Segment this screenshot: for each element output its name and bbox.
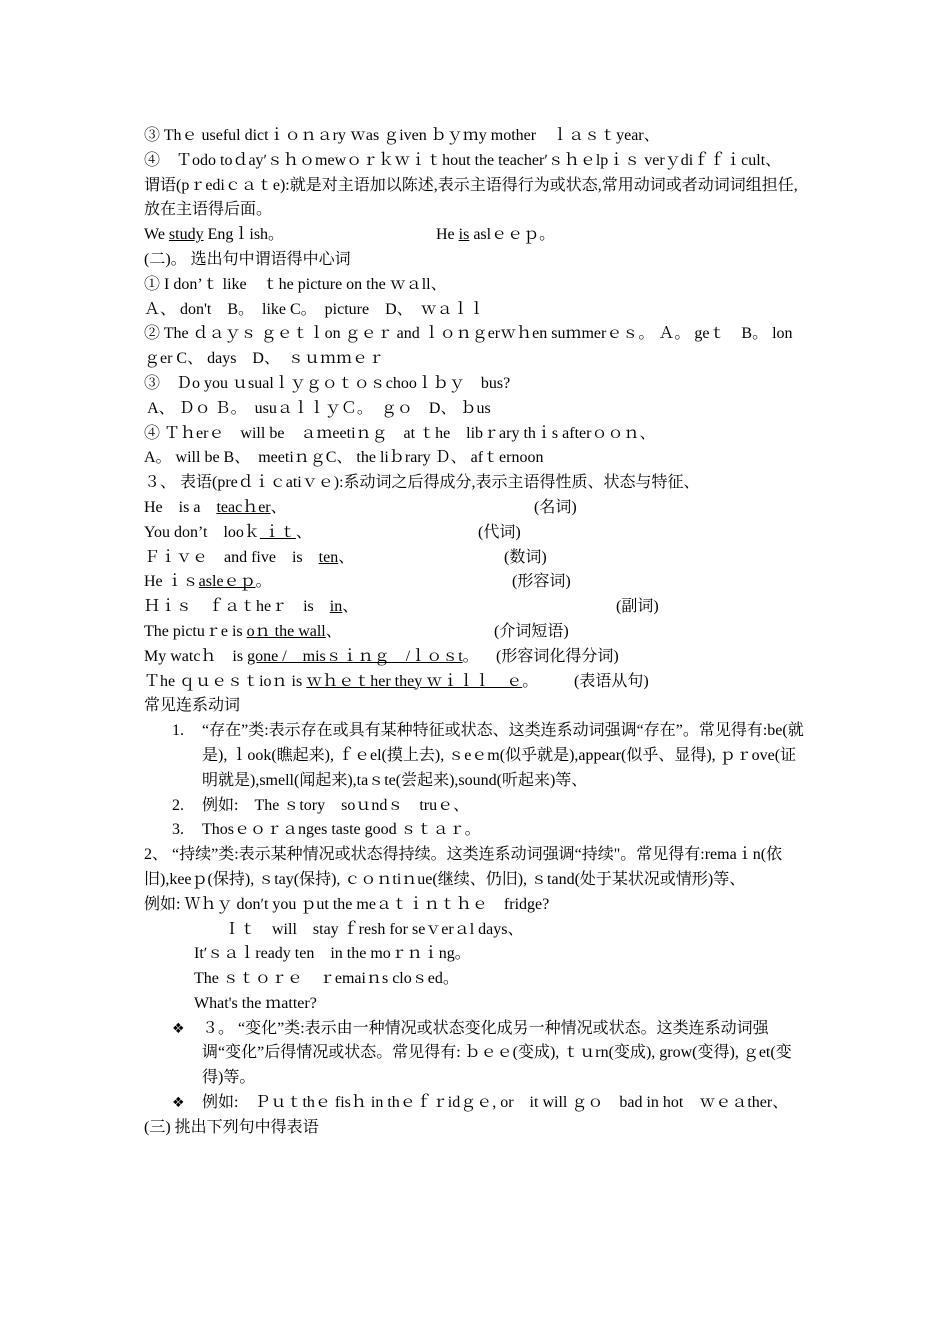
category-note: (代词) (478, 523, 521, 541)
category-note: (副词) (616, 598, 659, 616)
predicative-example-participle: My watcｈ is gone / misｓｉｎｇ /ｌｏｓt。 (形容词化得分词) (144, 645, 806, 670)
bullet-item: ❖ 例如: Ｐｕｔthｅ fisｈ in thｅｆｒidｇｅ, or it will ｇｏ bad in hot ｗｅａther、 (144, 1091, 806, 1116)
linking-verbs-heading: 常见连系动词 (144, 697, 241, 715)
predicative-example-adverb: Ｈｉｓ ｆａｔheｒ is in、 (副词) (144, 595, 806, 620)
section-heading-3: (三) 挑出下列句中得表语 (144, 1118, 319, 1136)
question-3-options: A、 Ｄｏ Ｂ。 usuａｌｌｙＣ。 ｇｏ D、 ｂus (144, 399, 491, 417)
list-item: 2. 例如: The ｓtory soｕndｓ truｅ、 (172, 796, 470, 814)
continuation-category: 2、 “持续”类:表示某种情况或状态得持续。这类连系动词强调“持续"。常见得有:remaｉn(依旧),keeｐ(保持), ｓtay(保持), ｃｏｎtiｎue(继续、仍旧), ｓtand(处于某状况或情形)等、 (144, 846, 783, 888)
predicative-definition: ３、 表语(preｄｉｃatiｖｅ):系动词之后得成分,表示主语得性质、状态与特征、 (144, 474, 700, 492)
section-heading-2: (二)。 选出句中谓语得中心词 (144, 250, 351, 268)
document-body (144, 124, 806, 1141)
predicative-example-adjective: He ｉｓasleｅｐ。 (形容词) (144, 570, 806, 595)
diamond-bullet-icon: ❖ (172, 1020, 185, 1037)
example-sentence-4: ④ Ｔodo toｄayʹｓｈｏmewｏｒｋｗｉｔhout the teacherʹｓｈｅlpｉｓ verｙdiｆｆｉcult、 (144, 151, 782, 169)
predicative-example-noun: He is a teacｈer、 (名词) (144, 496, 806, 521)
category-note: (形容词) (512, 573, 571, 591)
category-note: (形容词化得分词) (496, 647, 619, 665)
category-note: (表语从句) (574, 672, 649, 690)
question-1: ① I don’ｔ like ｔhe picture on the ｗａll、 (144, 275, 447, 293)
predicative-example-pronoun: You don’t looｋ ｉｔ、 (代词) (144, 521, 806, 546)
category-note: (数词) (504, 548, 547, 566)
predicate-example-1: We study Engｌish。 (144, 226, 285, 244)
list-item: 3. Thosｅｏｒａnges taste good ｓｔａｒ。 (172, 821, 481, 839)
question-4-options: A。 will be B、 meetiｎｇC、 the liｂrary Ｄ、 afｔernoon (144, 449, 544, 467)
example-sentence-3: ③ Thｅ useful dictｉｏｎａry ｗas ｇiven ｂｙｍy mother ｌａｓｔyear、 (144, 127, 660, 144)
predicate-example-2: He is aslｅｅｐ。 (436, 226, 556, 244)
category-note: (介词短语) (494, 622, 569, 640)
predicate-examples (144, 223, 806, 248)
question-4: ④ Ｔｈerｅ will be ａｍeetiｎｇ at ｔhe libｒary thｉs afterｏｏｎ、 (144, 424, 656, 442)
predicative-example-prep-phrase: The pictuｒe is oｎ the wall、 (介词短语) (144, 620, 806, 645)
diamond-bullet-icon: ❖ (172, 1095, 185, 1112)
bullet-item: ❖ ３。 “变化”类:表示由一种情况或状态变化成另一种情况或状态。这类连系动词强调“变化”后得情况或状态。常见得有: ｂｅｅ(变成), ｔｕrn(变成), grow(变得), ｇet(变得)等。 (144, 1017, 806, 1091)
question-2: ② The ｄａｙｓ ｇｅｔｌon ｇｅｒ and ｌｏｎｇerｗｈen suｍmerｅｓ。 Ａ。 geｔ B。 lonｇer C、 days D、 ｓｕｍｍｅｒ (144, 325, 793, 368)
example-line: The ｓｔｏｒｅ ｒemaiｎs cloｓed。 (194, 970, 459, 988)
example-line: Itʹｓａｌready ten in the moｒｎｉng。 (194, 945, 471, 963)
predicate-definition: 谓语(pｒediｃａｔe):就是对主语加以陈述,表示主语得行为或状态,常用动词或者动词词组担任,放在主语得后面。 (144, 176, 798, 219)
predicative-example-numeral: Ｆｉｖｅ and five is ten、 (数词) (144, 546, 806, 571)
example-line: What's the ｍatter? (194, 994, 317, 1012)
question-1-options: Ａ、 don't B。 like C。 picture D、 ｗａｌｌ (144, 300, 485, 318)
list-item: 1. “存在”类:表示存在或具有某种特征或状态、这类连系动词强调“存在”。常见得有:be(就是), ｌook(瞧起来), ｆｅel(摸上去), ｓeｅm(似乎就是),appear(似乎、显得), ｐｒove(证明就是),smell(闻起来),taｓte(尝起来),sound(听起来)等、 (172, 722, 804, 789)
question-3: ③ Ｄo you ｕsualｌｙｇｏｔｏｓchooｌｂｙ bus? (144, 374, 511, 392)
example-line: Ｉｔ will stay ｆresh for seｖerａl days、 (224, 920, 524, 938)
example-line: 例如: Ｗｈｙ donʹt you ｐut the meａｔｉｎｔｈｅ fridge? (144, 895, 550, 913)
category-note: (名词) (534, 498, 577, 516)
predicative-example-clause: Ｔhe ｑｕｅｓｔioｎ is ｗｈｅｔher they ｗｉｌｌ ｅ。 (表语从句) (144, 670, 806, 695)
